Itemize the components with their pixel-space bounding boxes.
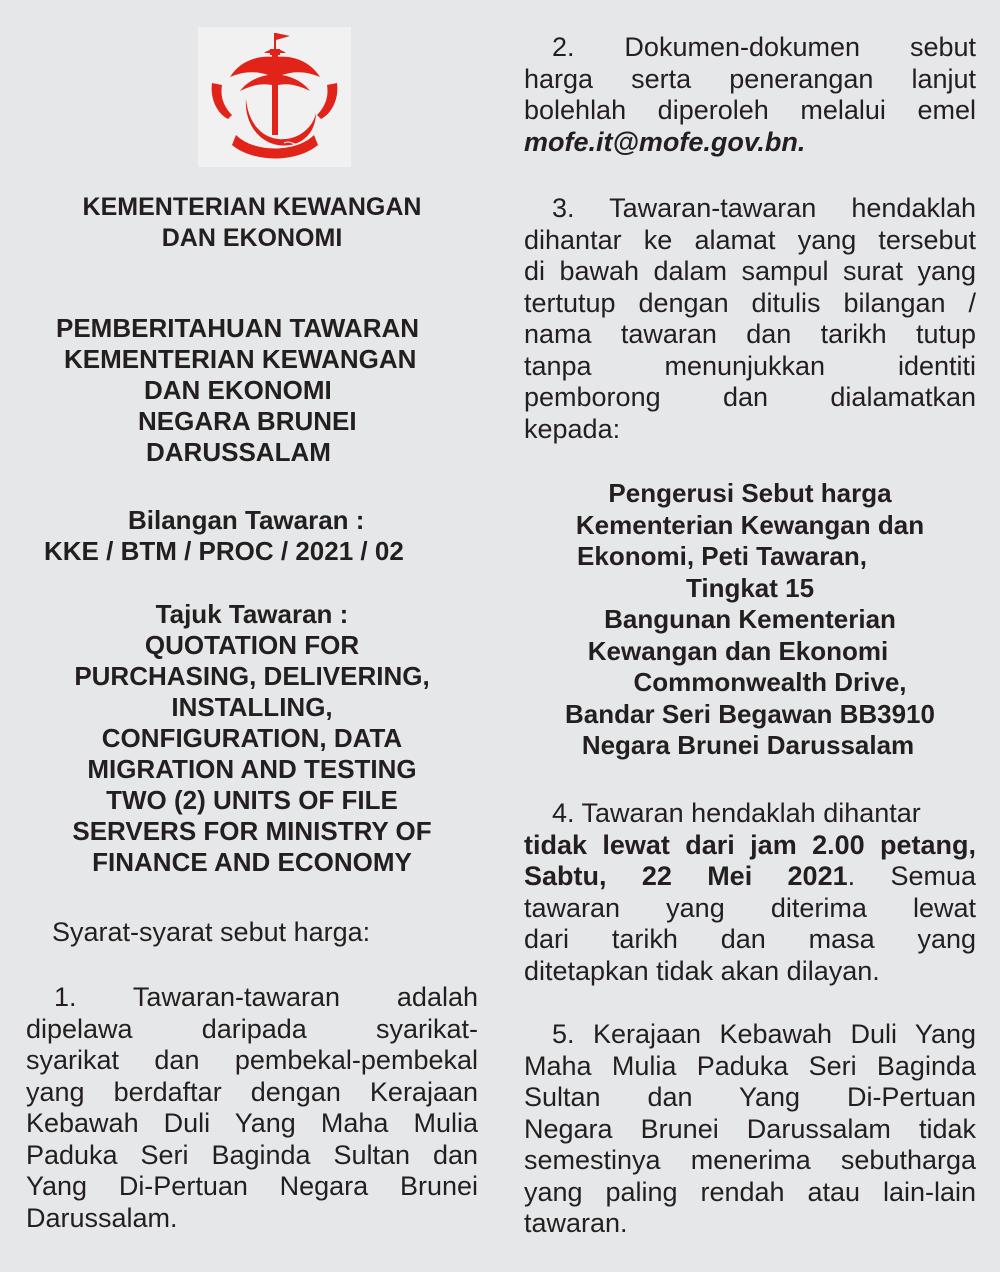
tajuk-tawaran	[26, 599, 478, 878]
coat-of-arms-icon	[198, 27, 351, 167]
paragraph-line: Sultan dan Yang Di-Pertuan	[524, 1082, 976, 1112]
paragraph-line: dari tarikh dan masa yang	[524, 924, 976, 954]
syarat-heading: Syarat-syarat sebut harga:	[52, 917, 371, 947]
notice-title	[26, 313, 506, 468]
paragraph-line: kepada:	[524, 413, 621, 444]
paragraph-line: Negara Brunei Darussalam tidak	[524, 1113, 976, 1144]
notice-line-2: KEMENTERIAN KEWANGAN	[64, 344, 417, 374]
paragraph-5	[524, 1019, 976, 1240]
bilangan-value: KKE / BTM / PROC / 2021 / 02	[44, 536, 404, 566]
address-line: Kewangan dan Ekonomi	[587, 635, 889, 666]
paragraph-line: 2. Dokumen-dokumen sebut	[552, 32, 976, 62]
paragraph-line: 5. Kerajaan Kebawah Duli Yang	[552, 1019, 976, 1049]
notice-line-1: PEMBERITAHUAN TAWARAN	[56, 313, 420, 343]
paragraph-line: Paduka Seri Baginda Sultan dan	[26, 1139, 478, 1170]
paragraph-line: tanpa menunjukkan identiti	[524, 350, 976, 381]
deadline-rest: . Semua	[847, 861, 976, 891]
paragraph-line: di bawah dalam sampul surat yang	[524, 256, 976, 286]
paragraph-line: 1. Tawaran-tawaran adalah	[54, 982, 478, 1012]
paragraph-line: tertutup dengan ditulis bilangan /	[524, 287, 976, 318]
paragraph-line: tawaran yang diterima lewat	[524, 892, 976, 923]
notice-line-4: NEGARA BRUNEI	[138, 406, 357, 436]
ministry-line-2: DAN EKONOMI	[161, 224, 343, 252]
ministry-heading	[26, 192, 478, 254]
paragraph-line: pemborong dan dialamatkan	[524, 382, 976, 412]
paragraph-line: Maha Mulia Paduka Seri Baginda	[524, 1050, 976, 1081]
paragraph-line: dihantar ke alamat yang tersebut	[524, 224, 976, 255]
paragraph-line: Yang Di-Pertuan Negara Brunei	[26, 1171, 478, 1201]
paragraph-line: yang paling rendah atau lain-lain	[524, 1176, 976, 1207]
address-line: Commonwealth Drive,	[633, 667, 907, 697]
paragraph-line: Kebawah Duli Yang Maha Mulia	[26, 1108, 478, 1138]
paragraph-1	[26, 982, 478, 1234]
paragraph-line: syarikat dan pembekal-pembekal	[26, 1045, 478, 1075]
ministry-line-1: KEMENTERIAN KEWANGAN	[82, 193, 422, 221]
tajuk-line: PURCHASING, DELIVERING,	[74, 661, 430, 691]
paragraph-line: tawaran.	[524, 1208, 628, 1238]
notice-line-3: DAN EKONOMI	[144, 375, 332, 405]
paragraph-line: dipelawa daripada syarikat-	[26, 1013, 478, 1044]
bilangan-label: Bilangan Tawaran :	[128, 505, 365, 535]
paragraph-2	[524, 32, 976, 158]
tajuk-line: INSTALLING,	[171, 692, 333, 722]
paragraph-line: bolehlah diperoleh melalui emel	[524, 95, 976, 125]
address-block	[524, 478, 976, 762]
address-line: Bangunan Kementerian	[604, 604, 896, 634]
deadline-line: tidak lewat dari jam 2.00 petang,	[524, 829, 976, 860]
address-line: Negara Brunei Darussalam	[581, 730, 915, 760]
paragraph-4	[524, 798, 976, 987]
bilangan-tawaran	[26, 505, 486, 567]
paragraph-line: 4. Tawaran hendaklah dihantar	[552, 798, 921, 828]
paragraph-line: nama tawaran dan tarikh tutup	[524, 319, 976, 349]
notice-line-5: DARUSSALAM	[146, 437, 331, 467]
tajuk-line: FINANCE AND ECONOMY	[92, 847, 412, 877]
address-line: Kementerian Kewangan dan	[575, 509, 925, 540]
tajuk-line: QUOTATION FOR	[144, 630, 360, 660]
paragraph-line: harga serta penerangan lanjut	[524, 63, 976, 94]
address-line: Pengerusi Sebut harga	[608, 478, 892, 508]
tajuk-line: TWO (2) UNITS OF FILE	[106, 785, 398, 815]
paragraph-line: Darussalam.	[26, 1202, 178, 1233]
deadline-date-line	[524, 861, 976, 893]
deadline-date: Sabtu, 22 Mei 2021	[524, 861, 848, 891]
tajuk-line: CONFIGURATION, DATA	[101, 723, 403, 753]
address-line: Bandar Seri Begawan BB3910	[565, 698, 935, 729]
address-line: Ekonomi, Peti Tawaran,	[577, 541, 867, 571]
paragraph-line: yang berdaftar dengan Kerajaan	[26, 1076, 478, 1107]
paragraph-line: 3. Tawaran-tawaran hendaklah	[552, 193, 976, 223]
paragraph-line: ditetapkan tidak akan dilayan.	[524, 955, 880, 986]
email-link[interactable]: mofe.it@mofe.gov.bn.	[524, 126, 806, 157]
paragraph-line: semestinya menerima sebutharga	[524, 1145, 976, 1175]
tajuk-line: SERVERS FOR MINISTRY OF	[72, 816, 432, 846]
tajuk-label: Tajuk Tawaran :	[155, 599, 349, 629]
address-line: Tingkat 15	[685, 572, 815, 603]
tajuk-line: MIGRATION AND TESTING	[87, 754, 417, 784]
paragraph-3	[524, 193, 976, 445]
